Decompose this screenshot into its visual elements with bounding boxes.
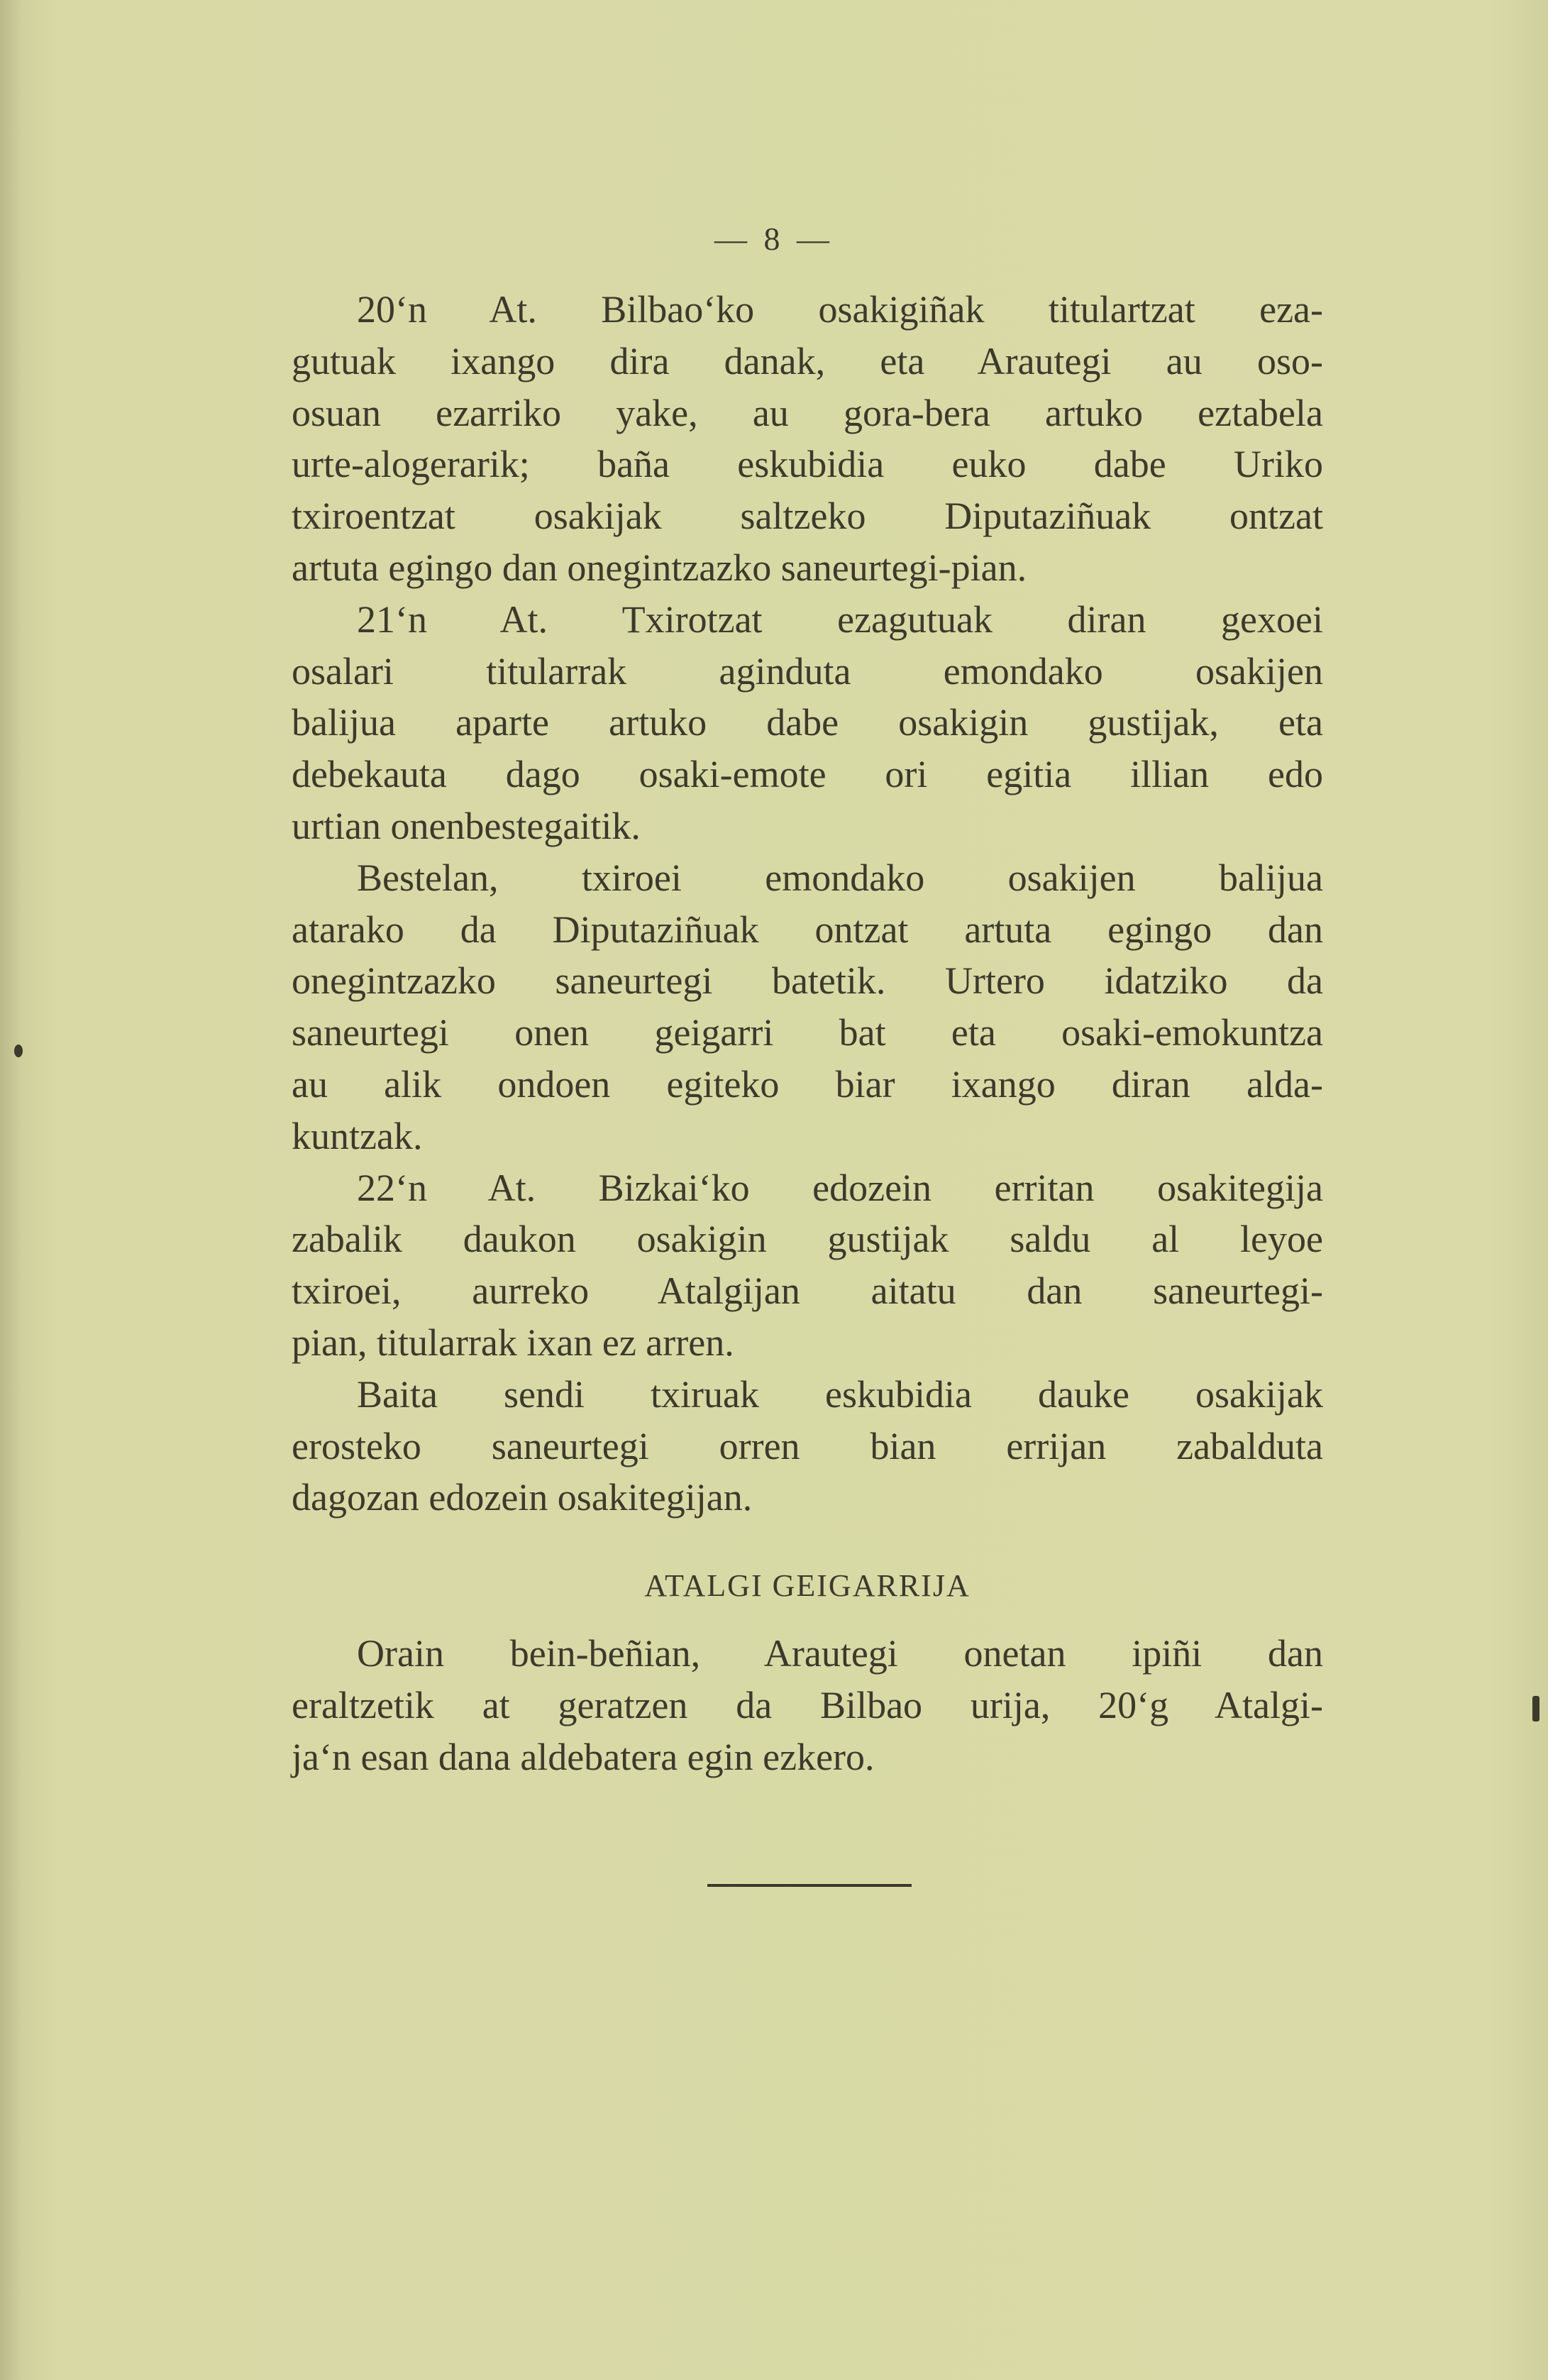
text-line: Orain bein-beñian, Arautegi onetan ipiñi dan — [357, 1631, 1323, 1675]
text-line: balijua aparte artuko dabe osakigin gustijak, eta — [292, 701, 1323, 744]
text-line: debekauta dago osaki-emote ori egitia illian edo — [292, 753, 1323, 796]
text-line: txiroentzat osakijak saltzeko Diputaziñuak ontzat — [292, 495, 1323, 538]
text-line: pian, titularrak ixan ez arren. — [292, 1321, 734, 1364]
text-line: au alik ondoen egiteko biar ixango diran alda- — [292, 1062, 1323, 1106]
text-line: kuntzak. — [292, 1114, 423, 1157]
paragraph-bestelan — [292, 852, 1323, 1162]
ink-spot — [1532, 1696, 1539, 1721]
text-line: onegintzazko saneurtegi batetik. Urtero idatziko da — [292, 959, 1323, 1003]
ink-spot — [14, 1045, 23, 1057]
text-line: 22‘n At. Bizkai‘ko edozein erritan osakitegija — [357, 1166, 1323, 1209]
text-line: gutuak ixango dira danak, eta Arautegi au oso- — [292, 339, 1323, 382]
paragraph-article-22 — [292, 1162, 1323, 1369]
text-line: Baita sendi txiruak eskubidia dauke osakijak — [357, 1372, 1323, 1416]
text-line: erosteko saneurtegi orren bian errijan zabalduta — [292, 1424, 1323, 1467]
text-line: dagozan edozein osakitegijan. — [292, 1476, 753, 1519]
text-line: atarako da Diputaziñuak ontzat artuta egingo dan — [292, 908, 1323, 951]
text-line: ja‘n esan dana aldebatera egin ezkero. — [292, 1735, 875, 1778]
text-line: eraltzetik at geratzen da Bilbao urija, 20‘g Atalgi- — [292, 1683, 1323, 1726]
text-line: osalari titularrak aginduta emondako osakijen — [292, 649, 1323, 693]
text-line: artuta egingo dan onegintzazko saneurtegi-pian. — [292, 546, 1027, 589]
text-line: txiroei, aurreko Atalgijan aitatu dan saneurtegi- — [292, 1269, 1323, 1313]
text-line: zabalik daukon osakigin gustijak saldu al leyoe — [292, 1218, 1323, 1261]
page-body — [292, 284, 1323, 1783]
text-line: Bestelan, txiroei emondako osakijen balijua — [357, 856, 1323, 899]
page-number: — 8 — — [714, 221, 834, 257]
text-line: urte-alogerarik; baña eskubidia euko dabe Uriko — [292, 443, 1323, 486]
paragraph-baita — [292, 1369, 1323, 1524]
text-line: saneurtegi onen geigarri bat eta osaki-emokuntza — [292, 1011, 1323, 1054]
paragraph-article-21 — [292, 594, 1323, 852]
text-line: 20‘n At. Bilbao‘ko osakigiñak titulartzat eza- — [357, 288, 1323, 331]
paragraph-final — [292, 1628, 1323, 1783]
end-rule-divider — [707, 1884, 912, 1887]
paragraph-article-20 — [292, 284, 1323, 594]
text-line: osuan ezarriko yake, au gora-bera artuko eztabela — [292, 391, 1323, 434]
text-line: urtian onenbestegaitik. — [292, 804, 641, 847]
text-line: 21‘n At. Txirotzat ezagutuak diran gexoei — [357, 597, 1323, 641]
section-heading: ATALGI GEIGARRIJA — [644, 1568, 971, 1604]
